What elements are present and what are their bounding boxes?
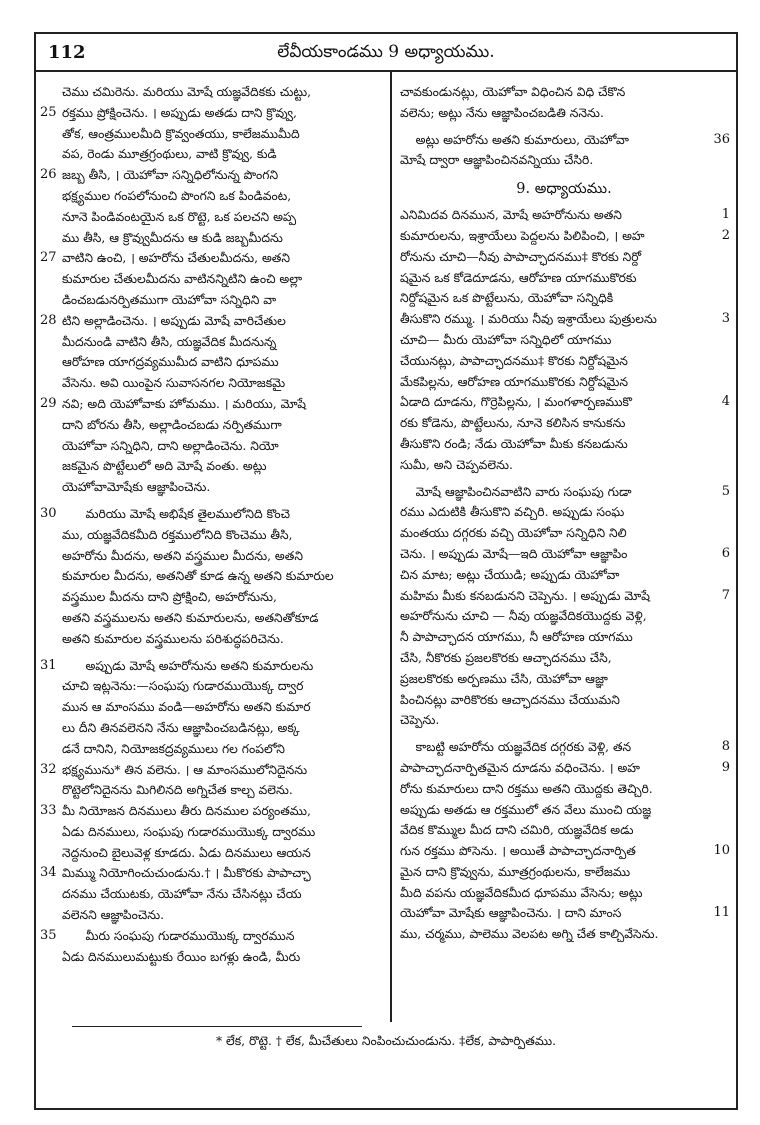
verse-number: 7 [721, 587, 730, 603]
text-line [44, 415, 382, 436]
text-line [398, 690, 730, 711]
text-line [398, 800, 730, 821]
line-text: కాబట్టి అహరోను యజ్ఞవేదిక దగ్గరకు వెళ్లి, తన [400, 740, 632, 755]
text-line [398, 392, 730, 413]
running-title: లేవీయకాండము 9 అధ్యాయము. [277, 42, 495, 62]
page-frame [34, 32, 738, 1110]
line-text: చావకుండునట్లు, యెహోవా విధించిన విధి చేకొన [400, 85, 626, 99]
text-line [398, 226, 730, 247]
text-line [44, 332, 382, 353]
text-line [398, 268, 730, 289]
verse-number: 26 [40, 167, 57, 183]
line-text: రకు కోడెను, పొట్టేలును, నూనె కలిసిన కానుకను [400, 416, 626, 431]
verse-number: 25 [40, 104, 57, 120]
verse-number: 6 [721, 545, 730, 561]
line-text: నెద్దనుంచి బైలువెళ్ల కూడదు. ఏడు దినములు ఆయన [62, 845, 311, 860]
footnotes: * లేక, రొట్టె. † లేక, మీచేతులు నింపించుచుండును. ‡లేక, పాపార్పితము. [215, 1034, 557, 1048]
line-text: కుమారులను, ఇశ్రాయేలు పెద్దలను పిలిపించి, । అహ [400, 228, 645, 243]
line-text: మైన దాని క్రొవ్వును, మూత్రగ్రంథులను, కాలేజము [400, 864, 631, 879]
text-line [44, 290, 382, 311]
text-line [398, 455, 730, 476]
chapter-heading: 9. అధ్యాయము. [516, 181, 612, 198]
text-line [398, 130, 730, 151]
left-column [40, 82, 382, 967]
text-line [398, 288, 730, 309]
line-text: రోను కుమారులు దాని రక్తము అతని యొద్దకు తెచ్చిరి. [400, 781, 653, 796]
line-text: ఎనిమిదవ దినమున, మోషే అహరోనును అతని [400, 208, 622, 223]
text-line [44, 546, 382, 567]
line-text: మహిమ మీకు కనబడునని చెప్పెను. । అప్పుడు మోషే [400, 588, 650, 603]
line-text: యెహోవా మోషేకు ఆజ్ఞాపించెను. । దాని మాంస [400, 906, 622, 921]
right-column [398, 82, 730, 945]
verse-number: 36 [713, 131, 730, 147]
line-text: కుమారుల మీదను, అతనితో కూడ ఉన్న అతని కుమారుల [62, 569, 334, 584]
text-line [44, 587, 382, 608]
text-line [398, 372, 730, 393]
line-text: మిమ్ము నియోగించుచుండును.† । మీకొరకు పాపాచ్ఛా [62, 866, 311, 881]
text-line [398, 544, 730, 565]
line-text: వేదిక కొమ్ముల మీద దాని చమిరి, యజ్ఞవేదిక అడు [400, 823, 634, 838]
footnote-rule [72, 1026, 362, 1027]
line-text: వస్త్రముల మీదను దాని ప్రోక్షించి, అహరోనును, [62, 590, 277, 605]
line-text: చూచి ఇట్లనెను:—సంఘపు గుడారముయొక్క ద్వార [62, 679, 304, 694]
line-text: షమైన ఒక కోడెదూడను, ఆరోహణ యాగముకొరకు [400, 270, 637, 285]
verse-number: 34 [40, 865, 57, 881]
line-text: మంతయు దగ్గరకు వచ్చి యెహోవా సన్నిధిని నిలి [400, 526, 627, 541]
verse-number: 8 [721, 739, 730, 755]
line-text: వాటిని ఉంచి, । అహరోను చేతులమీదను, అతని [62, 251, 290, 266]
line-text: లు దీని తినవలెనని నేను ఆజ్ఞాపించబడినట్లు, అక్క [62, 720, 300, 735]
text-line [398, 247, 730, 268]
column-divider [390, 72, 392, 1022]
line-text: వేసెను. అవి యింపైన సువాసనగల నియోజకమై [62, 376, 286, 391]
text-line [398, 737, 730, 758]
verse-number: 28 [40, 312, 57, 328]
verse-number: 4 [721, 394, 730, 410]
verse-number: 29 [40, 395, 57, 411]
verse-number: 5 [721, 483, 730, 499]
text-line [398, 482, 730, 503]
verse-number: 32 [40, 761, 57, 777]
text-line [398, 924, 730, 945]
text-line [40, 863, 382, 884]
line-text: అతని కుమారుల వస్త్రములను పరిశుద్ధపరిచెను. [62, 631, 284, 646]
line-text: అప్పుడు అతడు ఆ రక్తములో తన వేలు ముంచి యజ్ఞ [400, 802, 652, 817]
line-text: జబ్బ తీసి, । యెహోవా సన్నిధిలోనున్న పొంగని [62, 168, 279, 183]
text-line [40, 248, 382, 269]
text-line [40, 504, 382, 525]
line-text: సుమీ, అని చెప్పవలెను. [400, 457, 513, 472]
text-line [44, 477, 382, 498]
verse-number: 33 [40, 803, 57, 819]
line-text: నూనె పిండివంటయైన ఒక రొట్టె, ఒక పలచని అప్ప [62, 209, 297, 224]
text-line [44, 843, 382, 864]
line-text: చేయునట్లు, పాపాచ్ఛాదనము‡ కొరకు నిర్దోషమైన [400, 353, 628, 368]
line-text: మరియు మోషే అభిషేక తైలములోనిది కొంచె [62, 506, 290, 521]
verse-number: 2 [721, 227, 730, 243]
text-line [44, 947, 382, 968]
text-line [398, 627, 730, 648]
line-text: చూచి— మీరు యెహోవా సన్నిధిలో యాగము [400, 332, 612, 347]
line-text: దాని బోరను తీసి, అల్లాడించబడు నర్పితముగా [62, 417, 282, 432]
line-text: చేసి, నీకొరకు ప్రజలకొరకు ఆచ్ఛాదనము చేసి, [400, 650, 612, 665]
text-line [398, 862, 730, 883]
line-text: అట్లు అహరోను అతని కుమారులు, యెహోవా [400, 132, 629, 147]
line-text: చిన మాట; అట్లు చేయుడి; అప్పుడు యెహోవా [400, 567, 620, 582]
line-text: ఏడు దినములు, సంఘపు గుడారముయొక్క ద్వారము [62, 824, 316, 839]
text-line [44, 676, 382, 697]
page-header [36, 34, 736, 72]
line-text: అహరోనును చూచి — నీవు యజ్ఞవేదికయొద్దకు వెళ్లి, [400, 609, 647, 624]
line-text: రోనును చూచి—నీవు పాపాచ్ఛాదనము‡ కొరకు నిర్దో [400, 249, 642, 264]
text-line [40, 801, 382, 822]
line-text: యెహోవామోషేకు ఆజ్ఞాపించెను. [62, 480, 211, 495]
line-text: నిర్దోషమైన ఒక పొట్టేలును, యెహోవా సన్నిధికి [400, 291, 614, 306]
line-text: ఏడు దినములుమట్టుకు రేయిం బగళ్లు ఉండి, మీరు [62, 949, 301, 964]
text-line [44, 905, 382, 926]
line-text: మీరు సంఘపు గుడారముయొక్క ద్వారమున [62, 928, 295, 943]
text-line [398, 565, 730, 586]
line-text: జకమైన పొట్టేలులో అది మోషే వంతు. అట్లు [62, 459, 267, 474]
text-line [398, 82, 730, 103]
text-line [44, 207, 382, 228]
line-text: మోషే ఆజ్ఞాపించినవాటిని వారు సంఘపు గుడా [400, 484, 632, 499]
text-line [398, 523, 730, 544]
line-text: వలెను; అట్లు నేను ఆజ్ఞాపించబడితి ననెను. [400, 105, 604, 120]
text-line [398, 330, 730, 351]
text-line [398, 669, 730, 690]
text-line [44, 566, 382, 587]
line-text: చెప్పెను. [400, 713, 440, 728]
line-text: చెము చమిరెను. మరియు మోషే యజ్ఞవేదికకు చుట్టు, [62, 85, 311, 99]
text-line [398, 205, 730, 226]
verse-number: 35 [40, 927, 57, 943]
text-line [398, 883, 730, 904]
text-line [40, 103, 382, 124]
text-line [44, 780, 382, 801]
line-text: తీసుకొని రండి; నేడు యెహోవా మీకు కనబడును [400, 436, 628, 451]
page-number: 112 [48, 42, 86, 63]
text-line [44, 822, 382, 843]
line-text: డించబడునర్పితముగా యెహోవా సన్నిధిని వా [62, 292, 277, 307]
line-text: మేకపిల్లను, ఆరోహణ యాగముకొరకు నిర్దోషమైన [400, 374, 629, 389]
line-text: కుమారుల చేతులమీదను వాటినన్నిటిని ఉంచి అల్లా [62, 272, 303, 287]
line-text: తోక, ఆంత్రములమీది క్రొవ్వంతయు, కాలేజముమీది [62, 126, 300, 141]
line-text: ప్రజలకొరకు అర్పణము చేసి, యెహోవా ఆజ్ఞా [400, 671, 608, 686]
text-line [40, 656, 382, 677]
text-line [398, 841, 730, 862]
text-line [40, 760, 382, 781]
text-line [398, 351, 730, 372]
line-text: ఏడాది దూడను, గొర్రెపిల్లను, । మంగళార్పణముకొ [400, 395, 633, 410]
verse-number: 9 [721, 759, 730, 775]
verse-number: 27 [40, 250, 57, 266]
text-line [398, 150, 730, 171]
text-line [398, 758, 730, 779]
line-text: డనే దానిని, నియోజకద్రవ్యములు గల గంపలోని [62, 741, 285, 756]
text-line [398, 710, 730, 731]
text-line [44, 373, 382, 394]
line-text: నవి; అది యెహోవాకు హోమము. । మరియు, మోషే [62, 396, 307, 411]
text-line [44, 525, 382, 546]
text-line [44, 228, 382, 249]
line-text: పాపాచ్ఛాదనార్పితమైన దూడను వధించెను. । అహ [400, 760, 641, 775]
line-text: వప, రెండు మూత్రగ్రంథులు, వాటి క్రొవ్వు, కుడి [62, 147, 277, 162]
line-text: మోషే ద్వారా ఆజ్ఞాపించినవన్నియు చేసిరి. [400, 153, 594, 168]
line-text: ఆరోహణ యాగద్రవ్యముమీద వాటిని ధూపము [62, 355, 279, 370]
line-text: భక్ష్యమును* తిన వలెను. । ఆ మాంసములోనిదైనను [62, 762, 308, 777]
verse-number: 31 [40, 657, 57, 673]
line-text: మీదనుండి వాటిని తీసి, యజ్ఞవేదిక మీదనున్న [62, 334, 277, 349]
line-text: పించినట్లు వారికొరకు ఆచ్ఛాదనము చేయుమని [400, 692, 620, 707]
line-text: గున రక్తము పోసెను. । అయితే పాపాచ్ఛాదనార్పిత [400, 844, 636, 859]
text-line [398, 820, 730, 841]
text-line [40, 394, 382, 415]
line-text: నీ పాపాచ్ఛాదన యాగము, నీ ఆరోహణ యాగము [400, 630, 633, 645]
line-text: ము తీసి, ఆ క్రొవ్వుమీదను ఆ కుడి జబ్బమీదను [62, 230, 283, 245]
text-line [44, 629, 382, 650]
verse-number: 11 [713, 905, 730, 921]
line-text: యెహోవా సన్నిధిని, దాని అల్లాడించెను. నియో [62, 438, 279, 453]
verse-number: 1 [721, 207, 730, 223]
text-line [44, 124, 382, 145]
text-line [40, 926, 382, 947]
text-line [398, 413, 730, 434]
verse-number: 30 [40, 505, 57, 521]
text-line [398, 103, 730, 124]
line-text: వలెనని ఆజ్ఞాపించెను. [62, 908, 165, 923]
line-text: చెను. । అప్పుడు మోషే—ఇది యెహోవా ఆజ్ఞాపిం [400, 546, 628, 561]
line-text: ము, చర్మము, పాలెము వెలపట అగ్ని చేత కాల్చివేసెను. [400, 927, 659, 942]
line-text: ము, యజ్ఞవేదికమీది రక్తములోనిది కొంచెము తీసి, [62, 527, 293, 542]
text-line [398, 779, 730, 800]
line-text: రక్తము ప్రోక్షించెను. । అప్పుడు అతడు దాని క్రొవ్వు, [62, 105, 297, 120]
text-line [44, 186, 382, 207]
verse-number: 3 [721, 311, 730, 327]
line-text: రము ఎదుటికి తీసుకొని వచ్చిరి. అప్పుడు సంఘ [400, 505, 625, 520]
text-line [398, 648, 730, 669]
verse-number: 10 [713, 843, 730, 859]
line-text: టిని అల్లాడించెను. । అప్పుడు మోషే వారిచేతుల [62, 313, 286, 328]
text-line [44, 884, 382, 905]
text-line [44, 82, 382, 103]
text-line [398, 586, 730, 607]
text-line [44, 608, 382, 629]
line-text: అప్పుడు మోషే అహరోనును అతని కుమారులను [62, 658, 314, 673]
text-line [398, 903, 730, 924]
text-line [398, 309, 730, 330]
line-text: మున ఆ మాంసము వండి—అహరోను అతని కుమార [62, 700, 311, 715]
line-text: తీసుకొని రమ్ము. । మరియు నీవు ఇశ్రాయేలు పుత్రులను [400, 312, 657, 327]
text-line [44, 697, 382, 718]
line-text: మీ నియోజన దినములు తీరు దినముల పర్యంతము, [62, 804, 311, 819]
text-line [44, 144, 382, 165]
text-line [40, 165, 382, 186]
line-text: భక్ష్యముల గంపలోనుంచి పొంగని ఒక పిండివంట, [62, 188, 292, 203]
line-text: రొట్టెలోనిదైనను మిగిలినది అగ్నిచేత కాల్చ వలెను. [62, 783, 293, 798]
text-line [40, 311, 382, 332]
text-line [44, 269, 382, 290]
text-line [398, 606, 730, 627]
text-line [44, 456, 382, 477]
text-line [44, 739, 382, 760]
text-line [398, 434, 730, 455]
text-line [44, 352, 382, 373]
line-text: అతని వస్త్రములను అతని కుమారులను, అతనితోకూడ [62, 610, 319, 625]
line-text: దనము చేయుటకు, యెహోవా నేను చేసినట్లు చేయ [62, 887, 302, 902]
text-line [44, 436, 382, 457]
text-line [398, 502, 730, 523]
text-line [44, 718, 382, 739]
line-text: మీది వపను యజ్ఞవేదికమీద ధూపము వేసెను; అట్లు [400, 885, 643, 900]
line-text: అహరోను మీదను, అతని వస్త్రముల మీదను, అతని [62, 548, 303, 563]
